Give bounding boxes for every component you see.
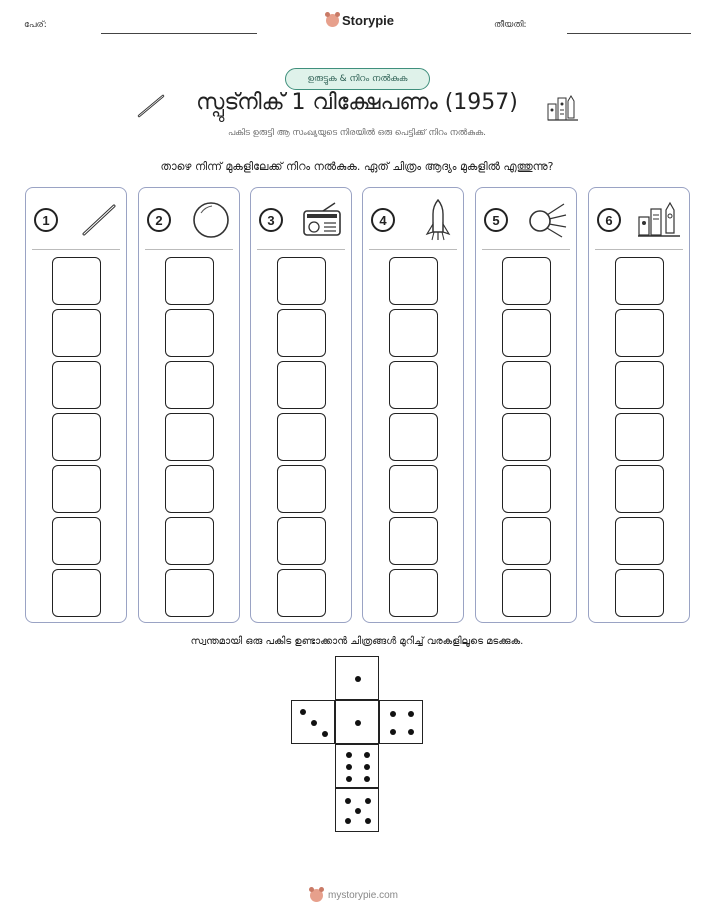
column-5 [475,187,577,623]
die-pip [408,711,414,717]
color-box[interactable] [165,569,214,617]
color-box[interactable] [389,465,438,513]
color-box[interactable] [615,257,664,305]
color-box[interactable] [277,465,326,513]
color-box[interactable] [502,465,551,513]
subtitle: പകിട ഉരുട്ടി ആ സംഖ്യയുടെ നിരയിൽ ഒരു പെട്ടിക്ക് നിറം നൽകുക. [228,128,486,138]
die-pip [355,808,361,814]
color-box[interactable] [277,413,326,461]
launch-site-icon [637,201,681,239]
die-face [291,700,335,744]
die-face [335,700,379,744]
color-box[interactable] [502,361,551,409]
bear-icon [326,14,339,27]
die-pip [408,729,414,735]
color-box[interactable] [389,257,438,305]
color-box[interactable] [615,361,664,409]
launch-site-icon [546,92,580,122]
brand-logo [326,13,394,28]
color-box[interactable] [389,569,438,617]
color-box[interactable] [165,257,214,305]
date-label: തീയതി: [494,20,527,30]
sphere-icon [191,201,231,239]
color-box[interactable] [615,309,664,357]
color-box[interactable] [502,309,551,357]
question: താഴെ നിന്ന് മുകളിലേക്ക് നിറം നൽകുക. ഏത് ചിത്രം ആദ്യം മുകളിൽ എത്തുന്നു? [160,160,554,173]
page-title: സ്പുട്നിക് 1 വിക്ഷേപണം (1957) [196,90,518,115]
die-pip [346,776,352,782]
activity-badge: ഉരുട്ടുക & നിറം നൽകുക [285,68,430,90]
column-number: 1 [34,208,58,232]
die-pip [390,729,396,735]
color-box[interactable] [52,569,101,617]
color-box[interactable] [277,257,326,305]
color-box[interactable] [165,361,214,409]
footer [310,889,398,902]
name-line[interactable] [101,33,257,34]
color-box[interactable] [615,569,664,617]
column-3 [250,187,352,623]
die-pip [300,709,306,715]
date-line[interactable] [567,33,691,34]
die-pip [365,818,371,824]
color-box[interactable] [615,465,664,513]
die-pip [355,720,361,726]
color-box[interactable] [52,361,101,409]
die-pip [346,752,352,758]
die-pip [365,798,371,804]
rocket-icon [421,198,455,242]
color-box[interactable] [277,517,326,565]
color-box[interactable] [389,413,438,461]
color-box[interactable] [277,309,326,357]
color-box[interactable] [277,569,326,617]
color-box[interactable] [615,413,664,461]
color-box[interactable] [502,517,551,565]
color-box[interactable] [502,257,551,305]
color-box[interactable] [389,309,438,357]
die-face [379,700,423,744]
die-pip [364,776,370,782]
footer-url: mystorypie.com [328,890,399,901]
die-pip [322,731,328,737]
column-number: 2 [147,208,171,232]
die-pip [390,711,396,717]
die-face [335,656,379,700]
column-number: 5 [484,208,508,232]
color-box[interactable] [389,517,438,565]
brand-name: Storypie [342,13,395,28]
color-box[interactable] [389,361,438,409]
antenna-rod-icon [78,202,118,238]
column-4 [362,187,464,623]
color-box[interactable] [615,517,664,565]
color-box[interactable] [52,257,101,305]
color-box[interactable] [52,465,101,513]
die-face [335,744,379,788]
die-pip [311,720,317,726]
column-6 [588,187,690,623]
color-box[interactable] [165,517,214,565]
satellite-icon [526,201,568,239]
column-number: 4 [371,208,395,232]
column-1 [25,187,127,623]
die-face [335,788,379,832]
color-box[interactable] [52,309,101,357]
color-box[interactable] [165,309,214,357]
column-number: 3 [259,208,283,232]
color-box[interactable] [277,361,326,409]
color-box[interactable] [165,413,214,461]
color-box[interactable] [52,413,101,461]
radio-icon [301,201,343,239]
dice-instruction: സ്വന്തമായി ഒരു പകിട ഉണ്ടാക്കാൻ ചിത്രങ്ങൾ മുറിച്ച് വരകളിലൂടെ മടക്കുക. [190,636,524,647]
column-number: 6 [597,208,621,232]
name-label: പേര്: [24,20,47,30]
die-pip [364,764,370,770]
column-2 [138,187,240,623]
die-pip [345,818,351,824]
die-pip [346,764,352,770]
die-pip [345,798,351,804]
color-box[interactable] [502,569,551,617]
die-pip [355,676,361,682]
die-pip [364,752,370,758]
color-box[interactable] [52,517,101,565]
bear-icon [310,889,323,902]
color-box[interactable] [165,465,214,513]
color-box[interactable] [502,413,551,461]
